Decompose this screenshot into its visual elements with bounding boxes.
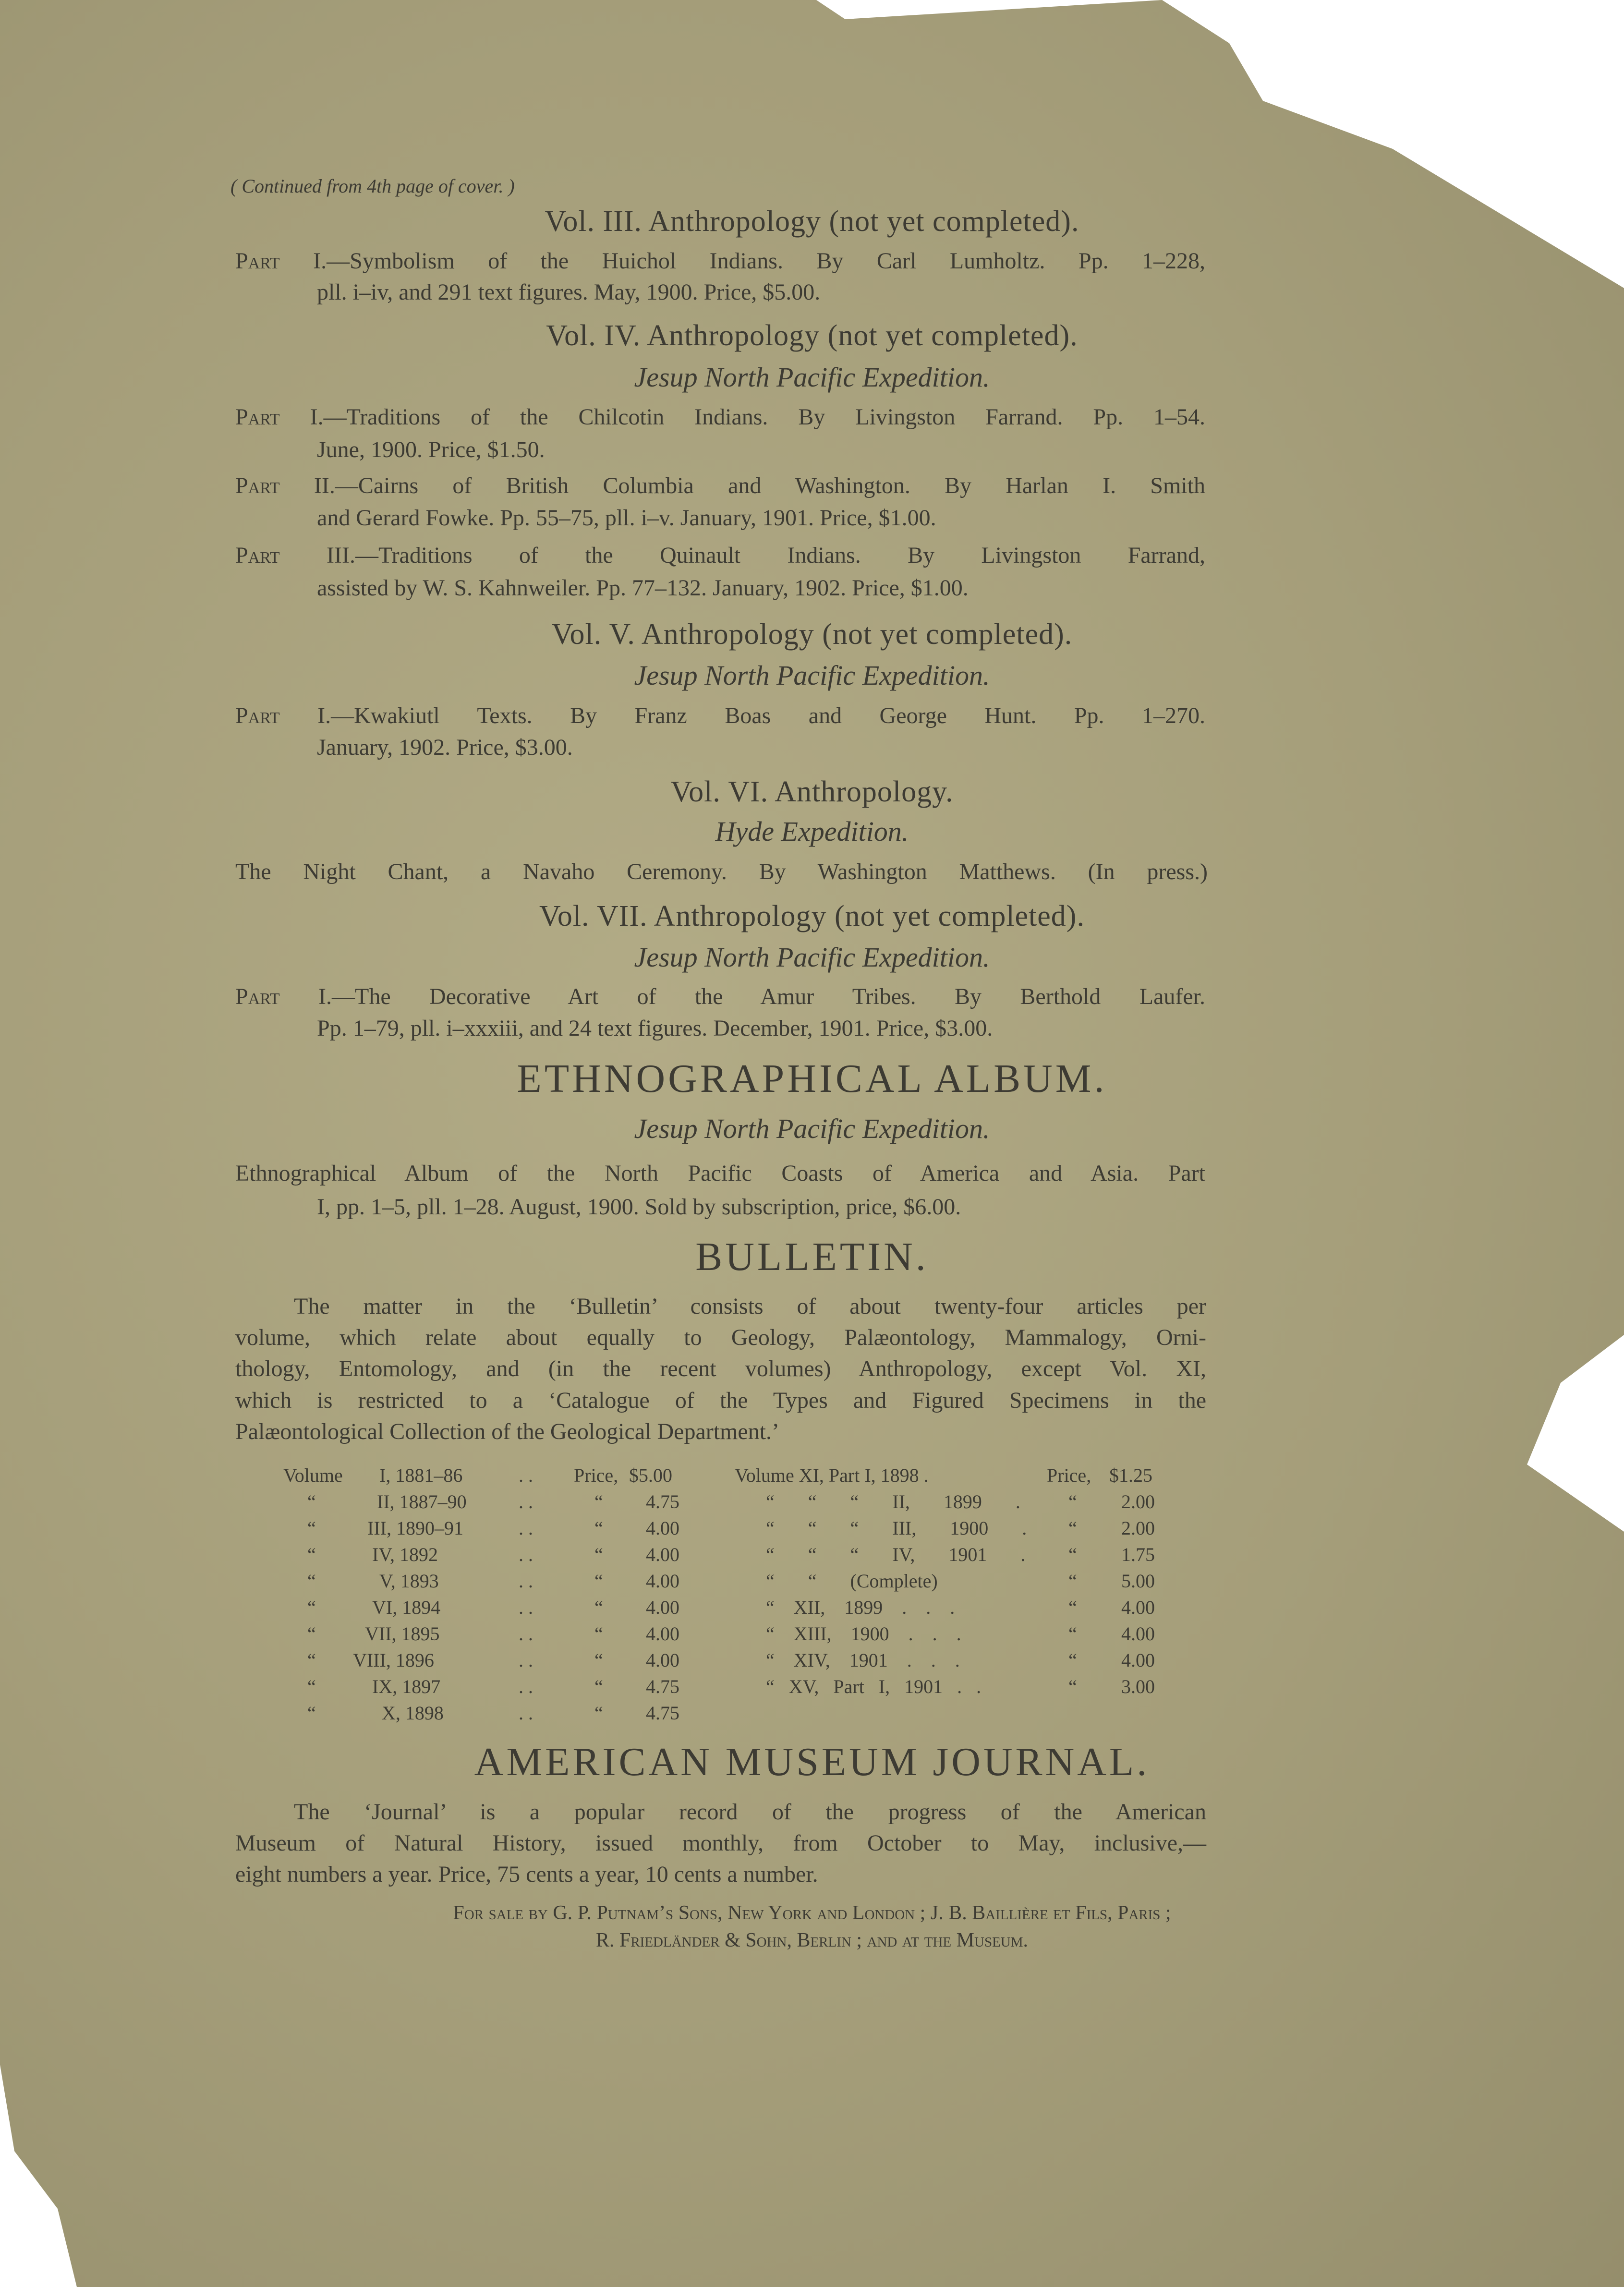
price-label: “ bbox=[594, 1491, 603, 1513]
vol-3-title: Vol. III. Anthropology (not yet completed). bbox=[545, 205, 1079, 238]
album-line-1: Ethnographical Album of the North Pacific Coasts of America and Asia. Part bbox=[235, 1161, 1205, 1186]
price-value: 4.00 bbox=[646, 1623, 679, 1645]
volume-label: “ bbox=[307, 1702, 316, 1724]
part-text: II.—Cairns of British Columbia and Washington. By Harlan I. Smith bbox=[314, 473, 1206, 498]
volume-label: “ bbox=[307, 1623, 316, 1645]
volume-number: VII, 1895 bbox=[365, 1623, 440, 1645]
bulletin-para-line-1: The matter in the ‘Bulletin’ consists of about twenty-four articles per bbox=[294, 1294, 1206, 1319]
volume-text: “ XII, 1899 . . . bbox=[766, 1597, 955, 1618]
price-value: 4.00 bbox=[1121, 1597, 1155, 1618]
volume-number: IX, 1897 bbox=[372, 1676, 441, 1697]
price-label: “ bbox=[594, 1597, 603, 1618]
price-label: “ bbox=[594, 1544, 603, 1565]
vol-4-part-3-line-2: assisted by W. S. Kahnweiler. Pp. 77–132. January, 1902. Price, $1.00. bbox=[317, 575, 969, 601]
price-value: 2.00 bbox=[1121, 1517, 1155, 1539]
volume-label: “ bbox=[307, 1570, 316, 1592]
journal-para-line-1: The ‘Journal’ is a popular record of the progress of the American bbox=[294, 1799, 1206, 1825]
part-label: Part bbox=[235, 248, 280, 274]
vol-4-part-2-line-2: and Gerard Fowke. Pp. 55–75, pll. i–v. January, 1901. Price, $1.00. bbox=[317, 505, 936, 531]
vol-6-title: Vol. VI. Anthropology. bbox=[670, 775, 954, 808]
volume-text: “ “ (Complete) bbox=[766, 1570, 938, 1592]
vol-6-expedition: Hyde Expedition. bbox=[715, 816, 909, 847]
album-expedition: Jesup North Pacific Expedition. bbox=[634, 1113, 990, 1144]
album-line-2: I, pp. 1–5, pll. 1–28. August, 1900. Sold by subscription, price, $6.00. bbox=[317, 1194, 961, 1220]
volume-number: I, 1881–86 bbox=[379, 1464, 463, 1486]
price-value: 4.00 bbox=[646, 1517, 679, 1539]
continued-note: ( Continued from 4th page of cover. ) bbox=[230, 175, 515, 197]
price-value: 1.75 bbox=[1121, 1544, 1155, 1565]
part-text: I.—Traditions of the Chilcotin Indians. By Livingston Farrand. Pp. 1–54. bbox=[310, 404, 1205, 430]
price-label: “ bbox=[1068, 1676, 1077, 1697]
vol-7-expedition: Jesup North Pacific Expedition. bbox=[634, 942, 990, 973]
price-value: 4.00 bbox=[646, 1544, 679, 1565]
part-label: Part bbox=[235, 473, 280, 498]
journal-para-line-3: eight numbers a year. Price, 75 cents a year, 10 cents a number. bbox=[235, 1862, 818, 1887]
journal-para-line-2: Museum of Natural History, issued monthly, from October to May, inclusive,— bbox=[235, 1830, 1206, 1856]
price-value: 4.75 bbox=[646, 1491, 679, 1513]
price-label: “ bbox=[594, 1517, 603, 1539]
price-label: “ bbox=[594, 1623, 603, 1645]
volume-number: II, 1887–90 bbox=[377, 1491, 467, 1513]
price-value: $5.00 bbox=[629, 1464, 672, 1486]
price-value: 4.00 bbox=[1121, 1649, 1155, 1671]
vol-7-title: Vol. VII. Anthropology (not yet completed). bbox=[539, 900, 1085, 932]
vol-6-entry: The Night Chant, a Navaho Ceremony. By Washington Matthews. (In press.) bbox=[235, 859, 1208, 884]
vol-4-part-1-line-1 bbox=[235, 406, 1205, 429]
price-label: “ bbox=[1068, 1649, 1077, 1671]
price-value: 4.75 bbox=[646, 1702, 679, 1724]
leader-dots: . . bbox=[519, 1491, 533, 1513]
price-value: 3.00 bbox=[1121, 1676, 1155, 1697]
volume-label: “ bbox=[307, 1597, 316, 1618]
price-value: $1.25 bbox=[1109, 1464, 1152, 1486]
leader-dots: . . bbox=[519, 1517, 533, 1539]
price-label: Price, bbox=[1047, 1464, 1091, 1486]
vol-5-part-1-line-1 bbox=[235, 704, 1205, 727]
sale-line-2: R. Friedländer & Sohn, Berlin ; and at the Museum. bbox=[595, 1929, 1029, 1951]
leader-dots: . . bbox=[519, 1702, 533, 1724]
volume-label: “ bbox=[307, 1491, 316, 1513]
volume-number: III, 1890–91 bbox=[367, 1517, 463, 1539]
bulletin-para-line-2: volume, which relate about equally to Geology, Palæontology, Mammalogy, Orni- bbox=[235, 1325, 1206, 1350]
volume-number: VIII, 1896 bbox=[353, 1649, 434, 1671]
sale-line-1: For sale by G. P. Putnam’s Sons, New York and London ; J. B. Baillière et Fils, Paris ; bbox=[453, 1902, 1171, 1924]
volume-label: “ bbox=[307, 1649, 316, 1671]
vol-4-part-1-line-2: June, 1900. Price, $1.50. bbox=[317, 437, 545, 462]
volume-label: “ bbox=[307, 1517, 316, 1539]
price-value: 4.00 bbox=[646, 1597, 679, 1618]
vol-7-part-1-line-2: Pp. 1–79, pll. i–xxxiii, and 24 text figures. December, 1901. Price, $3.00. bbox=[317, 1016, 993, 1041]
leader-dots: . . bbox=[519, 1623, 533, 1645]
part-text: III.—Traditions of the Quinault Indians. By Livingston Farrand, bbox=[326, 543, 1206, 568]
price-label: “ bbox=[1068, 1491, 1077, 1513]
volume-text: “ XV, Part I, 1901 . . bbox=[766, 1676, 982, 1697]
part-label: Part bbox=[235, 404, 280, 430]
album-title: ETHNOGRAPHICAL ALBUM. bbox=[517, 1056, 1107, 1101]
volume-text: “ XIII, 1900 . . . bbox=[766, 1623, 961, 1645]
leader-dots: . . bbox=[519, 1597, 533, 1618]
part-text: I.—Symbolism of the Huichol Indians. By Carl Lumholtz. Pp. 1–228, bbox=[313, 248, 1206, 274]
volume-text: “ XIV, 1901 . . . bbox=[766, 1649, 960, 1671]
leader-dots: . . bbox=[519, 1649, 533, 1671]
vol-7-part-1-line-1 bbox=[235, 985, 1205, 1008]
part-text: I.—Kwakiutl Texts. By Franz Boas and George Hunt. Pp. 1–270. bbox=[317, 703, 1206, 728]
bulletin-para-line-4: which is restricted to a ‘Catalogue of the Types and Figured Specimens in the bbox=[235, 1388, 1206, 1413]
price-label: “ bbox=[1068, 1570, 1077, 1592]
vol-5-title: Vol. V. Anthropology (not yet completed). bbox=[551, 618, 1073, 651]
part-label: Part bbox=[235, 703, 280, 728]
price-value: 2.00 bbox=[1121, 1491, 1155, 1513]
price-label: “ bbox=[594, 1649, 603, 1671]
price-value: 5.00 bbox=[1121, 1570, 1155, 1592]
price-label: “ bbox=[594, 1702, 603, 1724]
part-label: Part bbox=[235, 543, 280, 568]
leader-dots: . . bbox=[519, 1570, 533, 1592]
price-value: 4.75 bbox=[646, 1676, 679, 1697]
volume-text: “ “ “ IV, 1901 . bbox=[766, 1544, 1026, 1565]
vol-5-expedition: Jesup North Pacific Expedition. bbox=[634, 660, 990, 691]
leader-dots: . . bbox=[519, 1676, 533, 1697]
price-value: 4.00 bbox=[646, 1570, 679, 1592]
volume-label: “ bbox=[307, 1676, 316, 1697]
price-label: Price, bbox=[574, 1464, 618, 1486]
price-value: 4.00 bbox=[646, 1649, 679, 1671]
price-label: “ bbox=[1068, 1517, 1077, 1539]
price-label: “ bbox=[1068, 1544, 1077, 1565]
volume-number: IV, 1892 bbox=[372, 1544, 438, 1565]
leader-dots: . . bbox=[519, 1464, 533, 1486]
volume-text: “ “ “ II, 1899 . bbox=[766, 1491, 1020, 1513]
price-label: “ bbox=[1068, 1597, 1077, 1618]
price-value: 4.00 bbox=[1121, 1623, 1155, 1645]
bulletin-title: BULLETIN. bbox=[695, 1234, 929, 1279]
volume-text: Volume XI, Part I, 1898 . bbox=[735, 1464, 929, 1486]
volume-number: VI, 1894 bbox=[372, 1597, 441, 1618]
vol-4-expedition: Jesup North Pacific Expedition. bbox=[634, 362, 990, 393]
vol-4-part-2-line-1 bbox=[235, 474, 1205, 497]
volume-number: X, 1898 bbox=[382, 1702, 444, 1724]
part-text: I.—The Decorative Art of the Amur Tribes. By Berthold Laufer. bbox=[318, 984, 1205, 1009]
journal-title: AMERICAN MUSEUM JOURNAL. bbox=[474, 1740, 1150, 1784]
vol-4-title: Vol. IV. Anthropology (not yet completed). bbox=[546, 319, 1078, 352]
volume-number: V, 1893 bbox=[379, 1570, 439, 1592]
price-label: “ bbox=[1068, 1623, 1077, 1645]
volume-label: “ bbox=[307, 1544, 316, 1565]
price-label: “ bbox=[594, 1570, 603, 1592]
vol-3-part-1-line-2: pll. i–iv, and 291 text figures. May, 1900. Price, $5.00. bbox=[317, 279, 821, 305]
volume-label: Volume bbox=[283, 1464, 343, 1486]
vol-4-part-3-line-1 bbox=[235, 544, 1205, 567]
bulletin-para-line-3: thology, Entomology, and (in the recent volumes) Anthropology, except Vol. XI, bbox=[235, 1356, 1206, 1381]
leader-dots: . . bbox=[519, 1544, 533, 1565]
bulletin-para-line-5: Palæontological Collection of the Geological Department.’ bbox=[235, 1419, 780, 1444]
part-label: Part bbox=[235, 984, 280, 1009]
volume-text: “ “ “ III, 1900 . bbox=[766, 1517, 1027, 1539]
vol-3-part-1-line-1 bbox=[235, 250, 1205, 273]
price-label: “ bbox=[594, 1676, 603, 1697]
vol-5-part-1-line-2: January, 1902. Price, $3.00. bbox=[317, 735, 573, 760]
